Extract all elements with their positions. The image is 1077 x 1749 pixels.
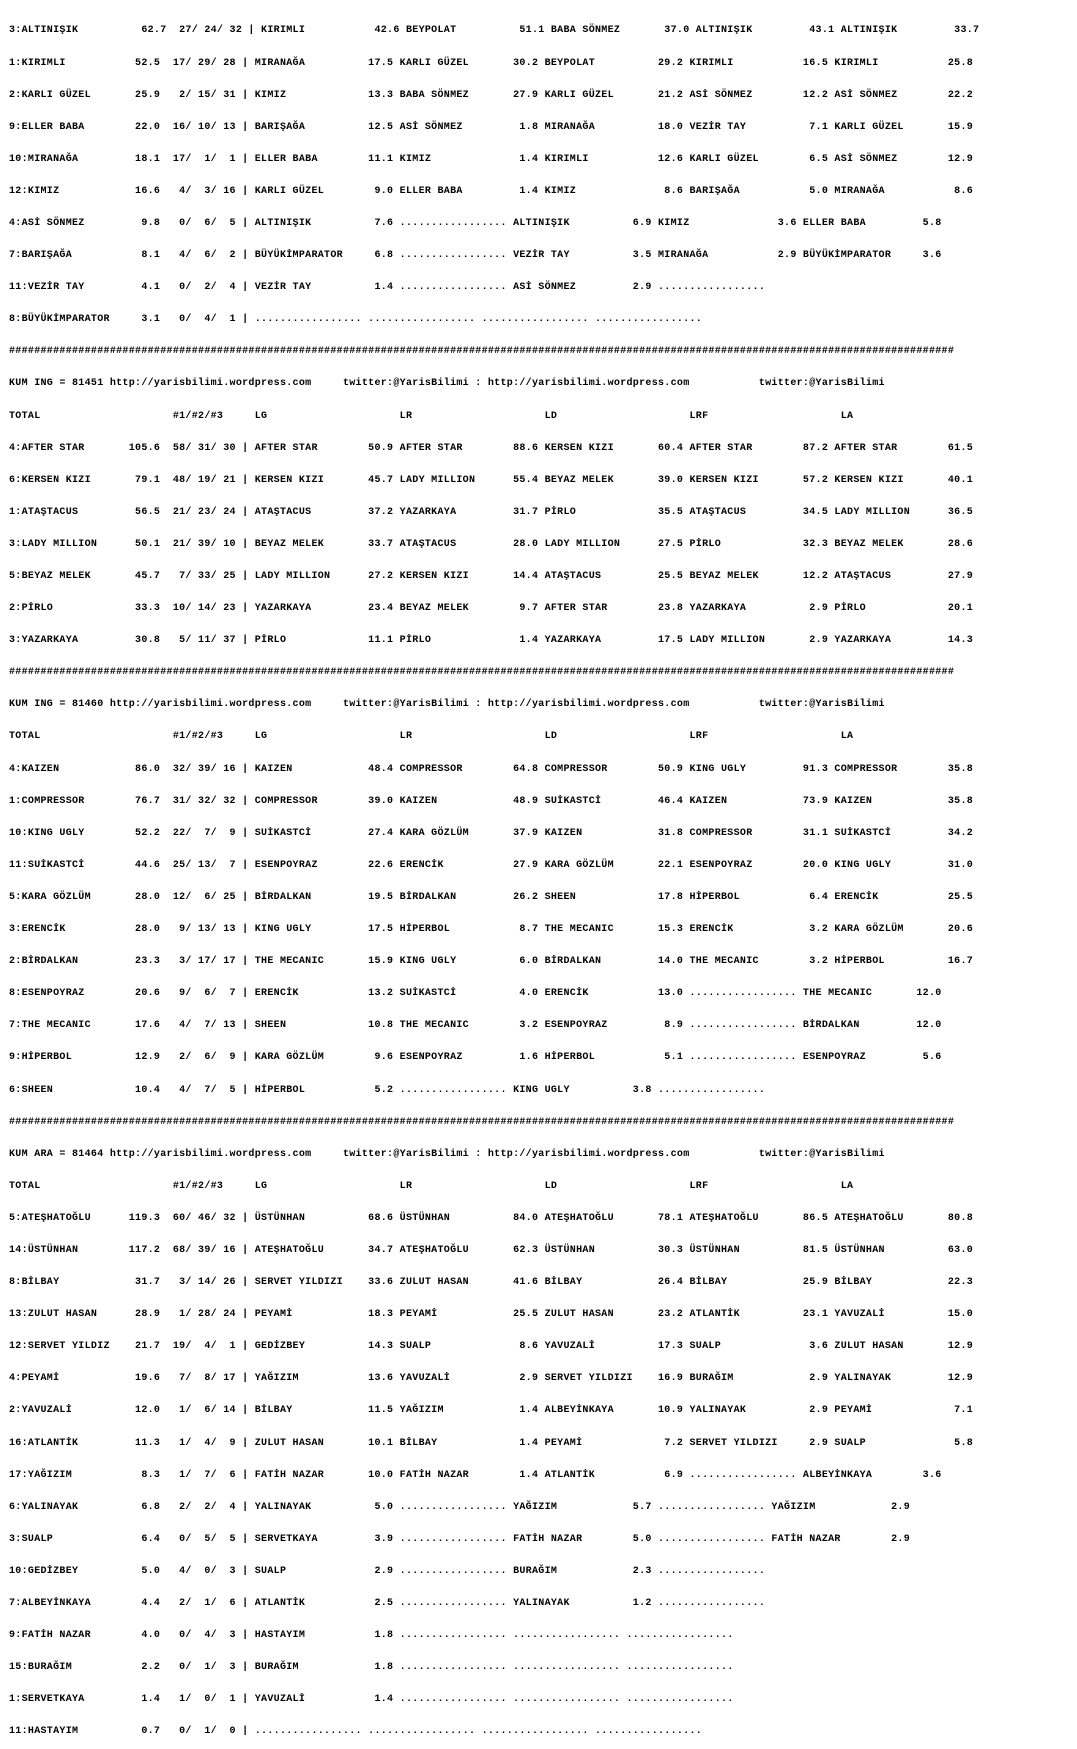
sheet-line: 2:YAVUZALİ 12.0 1/ 6/ 14 | BİLBAY 11.5 YAĞIZIM 1.4 ALBEYİNKAYA 10.9 YALINAYAK 2.9 PEYAMİ 7.1 — [9, 1405, 974, 1417]
sheet-line: 10:KING UGLY 52.2 22/ 7/ 9 | SUİKASTCİ 27.4 KARA GÖZLÜM 37.9 KAIZEN 31.8 COMPRESSOR 31.1 SUİKASTCİ 34.2 — [9, 827, 974, 839]
sheet-line: 17:YAĞIZIM 8.3 1/ 7/ 6 | FATİH NAZAR 10.0 FATİH NAZAR 1.4 ATLANTİK 6.9 ................. ALBEYİNKAYA 3.6 — [9, 1469, 942, 1481]
sheet-line: 7:ALBEYİNKAYA 4.4 2/ 1/ 6 | ATLANTİK 2.5 ................. YALINAYAK 1.2 ................. — [9, 1598, 766, 1609]
sheet-line: 1:KIRIMLI 52.5 17/ 29/ 28 | MIRANAĞA 17.5 KARLI GÜZEL 30.2 BEYPOLAT 29.2 KIRIMLI 16.5 KIRIMLI 25.8 — [9, 57, 974, 69]
sheet-line: 3:ERENCİK 28.0 9/ 13/ 13 | KING UGLY 17.5 HİPERBOL 8.7 THE MECANIC 15.3 ERENCİK 3.2 KARA GÖZLÜM 20.6 — [9, 924, 974, 936]
sheet-line: 4:ASİ SÖNMEZ 9.8 0/ 6/ 5 | ALTINIŞIK 7.6 ................. ALTINIŞIK 6.9 KIMIZ 3.6 ELLER BABA 5.8 — [9, 217, 942, 229]
column-headers-2: TOTAL #1/#2/#3 LG LR LD LRF LA — [9, 731, 854, 743]
sheet-line: 6:YALINAYAK 6.8 2/ 2/ 4 | YALINAYAK 5.0 ................. YAĞIZIM 5.7 ................. YAĞIZIM 2.9 — [9, 1501, 911, 1513]
sheet-line: 8:ESENPOYRAZ 20.6 9/ 6/ 7 | ERENCİK 13.2 SUİKASTCİ 4.0 ERENCİK 13.0 ................. THE MECANIC 12.0 — [9, 988, 942, 1000]
sheet-line: 9:HİPERBOL 12.9 2/ 6/ 9 | KARA GÖZLÜM 9.6 ESENPOYRAZ 1.6 HİPERBOL 5.1 ................. ESENPOYRAZ 5.6 — [9, 1052, 942, 1064]
race-header-3: KUM ARA = 81464 http://yarisbilimi.wordpress.com twitter:@YarisBilimi : http://yarisbilimi.wordpress.com twitter:@YarisBilimi — [9, 1148, 885, 1160]
sheet-line: 3:LADY MILLION 50.1 21/ 39/ 10 | BEYAZ MELEK 33.7 ATAŞTACUS 28.0 LADY MILLION 27.5 PİRLO 32.3 BEYAZ MELEK 28.6 — [9, 538, 974, 550]
column-headers-1: TOTAL #1/#2/#3 LG LR LD LRF LA — [9, 410, 854, 422]
sheet-line: 12:KIMIZ 16.6 4/ 3/ 16 | KARLI GÜZEL 9.0 ELLER BABA 1.4 KIMIZ 8.6 BARIŞAĞA 5.0 MIRANAĞA 8.6 — [9, 185, 974, 197]
sheet-line: 3:SUALP 6.4 0/ 5/ 5 | SERVETKAYA 3.9 ................. FATİH NAZAR 5.0 ................. FATİH NAZAR 2.9 — [9, 1533, 911, 1545]
separator-line: ###################################################################################################################################################### — [9, 346, 955, 358]
sheet-line: 2:KARLI GÜZEL 25.9 2/ 15/ 31 | KIMIZ 13.3 BABA SÖNMEZ 27.9 KARLI GÜZEL 21.2 ASİ SÖNMEZ 12.2 ASİ SÖNMEZ 22.2 — [9, 89, 974, 101]
race-header-2: KUM ING = 81460 http://yarisbilimi.wordpress.com twitter:@YarisBilimi : http://yarisbilimi.wordpress.com twitter:@YarisBilimi — [9, 699, 885, 711]
race-header-1: KUM ING = 81451 http://yarisbilimi.wordpress.com twitter:@YarisBilimi : http://yarisbilimi.wordpress.com twitter:@YarisBilimi — [9, 378, 885, 390]
column-headers-3: TOTAL #1/#2/#3 LG LR LD LRF LA — [9, 1180, 854, 1192]
sheet-line: 12:SERVET YILDIZ 21.7 19/ 4/ 1 | GEDİZBEY 14.3 SUALP 8.6 YAVUZALİ 17.3 SUALP 3.6 ZULUT HASAN 12.9 — [9, 1341, 974, 1353]
sheet-line: 1:SERVETKAYA 1.4 1/ 0/ 1 | YAVUZALİ 1.4 ................. ................. ................. — [9, 1694, 734, 1706]
sheet-line: 5:ATEŞHATOĞLU 119.3 60/ 46/ 32 | ÜSTÜNHAN 68.6 ÜSTÜNHAN 84.0 ATEŞHATOĞLU 78.1 ATEŞHATOĞLU 86.5 ATEŞHATOĞLU 80.8 — [9, 1212, 974, 1224]
sheet-line: 11:SUİKASTCİ 44.6 25/ 13/ 7 | ESENPOYRAZ 22.6 ERENCİK 27.9 KARA GÖZLÜM 22.1 ESENPOYRAZ 20.0 KING UGLY 31.0 — [9, 859, 974, 871]
sheet-line: 9:ELLER BABA 22.0 16/ 10/ 13 | BARIŞAĞA 12.5 ASİ SÖNMEZ 1.8 MIRANAĞA 18.0 VEZİR TAY 7.1 KARLI GÜZEL 15.9 — [9, 121, 974, 133]
sheet-line: 7:BARIŞAĞA 8.1 4/ 6/ 2 | BÜYÜKİMPARATOR 6.8 ................. VEZİR TAY 3.5 MIRANAĞA 2.9 BÜYÜKİMPARATOR 3.6 — [9, 250, 942, 262]
sheet-line: 15:BURAĞIM 2.2 0/ 1/ 3 | BURAĞIM 1.8 ................. ................. ................. — [9, 1662, 734, 1674]
sheet-line: 10:MIRANAĞA 18.1 17/ 1/ 1 | ELLER BABA 11.1 KIMIZ 1.4 KIRIMLI 12.6 KARLI GÜZEL 6.5 ASİ SÖNMEZ 12.9 — [9, 153, 974, 165]
sheet-line: 4:KAIZEN 86.0 32/ 39/ 16 | KAIZEN 48.4 COMPRESSOR 64.8 COMPRESSOR 50.9 KING UGLY 91.3 COMPRESSOR 35.8 — [9, 763, 974, 775]
sheet-line: 1:ATAŞTACUS 56.5 21/ 23/ 24 | ATAŞTACUS 37.2 YAZARKAYA 31.7 PİRLO 35.5 ATAŞTACUS 34.5 LADY MILLION 36.5 — [9, 506, 974, 518]
sheet-line: 5:KARA GÖZLÜM 28.0 12/ 6/ 25 | BİRDALKAN 19.5 BİRDALKAN 26.2 SHEEN 17.8 HİPERBOL 6.4 ERENCİK 25.5 — [9, 891, 974, 903]
sheet-line: 8:BİLBAY 31.7 3/ 14/ 26 | SERVET YILDIZI 33.6 ZULUT HASAN 41.6 BİLBAY 26.4 BİLBAY 25.9 BİLBAY 22.3 — [9, 1277, 974, 1289]
sheet-line: 2:PİRLO 33.3 10/ 14/ 23 | YAZARKAYA 23.4 BEYAZ MELEK 9.7 AFTER STAR 23.8 YAZARKAYA 2.9 PİRLO 20.1 — [9, 603, 974, 615]
sheet-line: 5:BEYAZ MELEK 45.7 7/ 33/ 25 | LADY MILLION 27.2 KERSEN KIZI 14.4 ATAŞTACUS 25.5 BEYAZ MELEK 12.2 ATAŞTACUS 27.9 — [9, 571, 974, 582]
sheet-line: 1:COMPRESSOR 76.7 31/ 32/ 32 | COMPRESSOR 39.0 KAIZEN 48.9 SUİKASTCİ 46.4 KAIZEN 73.9 KAIZEN 35.8 — [9, 795, 974, 807]
sheet-line: 14:ÜSTÜNHAN 117.2 68/ 39/ 16 | ATEŞHATOĞLU 34.7 ATEŞHATOĞLU 62.3 ÜSTÜNHAN 30.3 ÜSTÜNHAN 81.5 ÜSTÜNHAN 63.0 — [9, 1244, 974, 1256]
separator-line: ###################################################################################################################################################### — [9, 1116, 955, 1128]
sheet-line: 13:ZULUT HASAN 28.9 1/ 28/ 24 | PEYAMİ 18.3 PEYAMİ 25.5 ZULUT HASAN 23.2 ATLANTİK 23.1 YAVUZALİ 15.0 — [9, 1309, 974, 1321]
sheet-line: 4:AFTER STAR 105.6 58/ 31/ 30 | AFTER STAR 50.9 AFTER STAR 88.6 KERSEN KIZI 60.4 AFTER STAR 87.2 AFTER STAR 61.5 — [9, 442, 974, 454]
sheet-line: 6:KERSEN KIZI 79.1 48/ 19/ 21 | KERSEN KIZI 45.7 LADY MILLION 55.4 BEYAZ MELEK 39.0 KERSEN KIZI 57.2 KERSEN KIZI 40.1 — [9, 474, 974, 486]
sheet-line: 7:THE MECANIC 17.6 4/ 7/ 13 | SHEEN 10.8 THE MECANIC 3.2 ESENPOYRAZ 8.9 ................. BİRDALKAN 12.0 — [9, 1020, 942, 1032]
sheet-line: 8:BÜYÜKİMPARATOR 3.1 0/ 4/ 1 | ................. ................. ................. ................. — [9, 314, 703, 326]
sheet-line: 3:ALTINIŞIK 62.7 27/ 24/ 32 | KIRIMLI 42.6 BEYPOLAT 51.1 BABA SÖNMEZ 37.0 ALTINIŞIK 43.1 ALTINIŞIK 33.7 — [9, 25, 980, 37]
sheet-line: 16:ATLANTİK 11.3 1/ 4/ 9 | ZULUT HASAN 10.1 BİLBAY 1.4 PEYAMİ 7.2 SERVET YILDIZI 2.9 SUALP 5.8 — [9, 1437, 974, 1449]
separator-line: ###################################################################################################################################################### — [9, 667, 955, 679]
sheet-line: 10:GEDİZBEY 5.0 4/ 0/ 3 | SUALP 2.9 ................. BURAĞIM 2.3 ................. — [9, 1565, 766, 1577]
sheet-line: 9:FATİH NAZAR 4.0 0/ 4/ 3 | HASTAYIM 1.8 ................. ................. ................. — [9, 1630, 734, 1642]
sheet-line: 6:SHEEN 10.4 4/ 7/ 5 | HİPERBOL 5.2 ................. KING UGLY 3.8 ................. — [9, 1084, 766, 1096]
sheet-line: 3:YAZARKAYA 30.8 5/ 11/ 37 | PİRLO 11.1 PİRLO 1.4 YAZARKAYA 17.5 LADY MILLION 2.9 YAZARKAYA 14.3 — [9, 635, 974, 647]
race-statistics-sheet — [9, 5, 979, 1749]
sheet-line: 11:VEZİR TAY 4.1 0/ 2/ 4 | VEZİR TAY 1.4 ................. ASİ SÖNMEZ 2.9 ................. — [9, 282, 766, 294]
sheet-line: 11:HASTAYIM 0.7 0/ 1/ 0 | ................. ................. ................. ................. — [9, 1726, 703, 1738]
sheet-line: 2:BİRDALKAN 23.3 3/ 17/ 17 | THE MECANIC 15.9 KING UGLY 6.0 BİRDALKAN 14.0 THE MECANIC 3.2 HİPERBOL 16.7 — [9, 956, 974, 968]
sheet-line: 4:PEYAMİ 19.6 7/ 8/ 17 | YAĞIZIM 13.6 YAVUZALİ 2.9 SERVET YILDIZI 16.9 BURAĞIM 2.9 YALINAYAK 12.9 — [9, 1373, 974, 1385]
